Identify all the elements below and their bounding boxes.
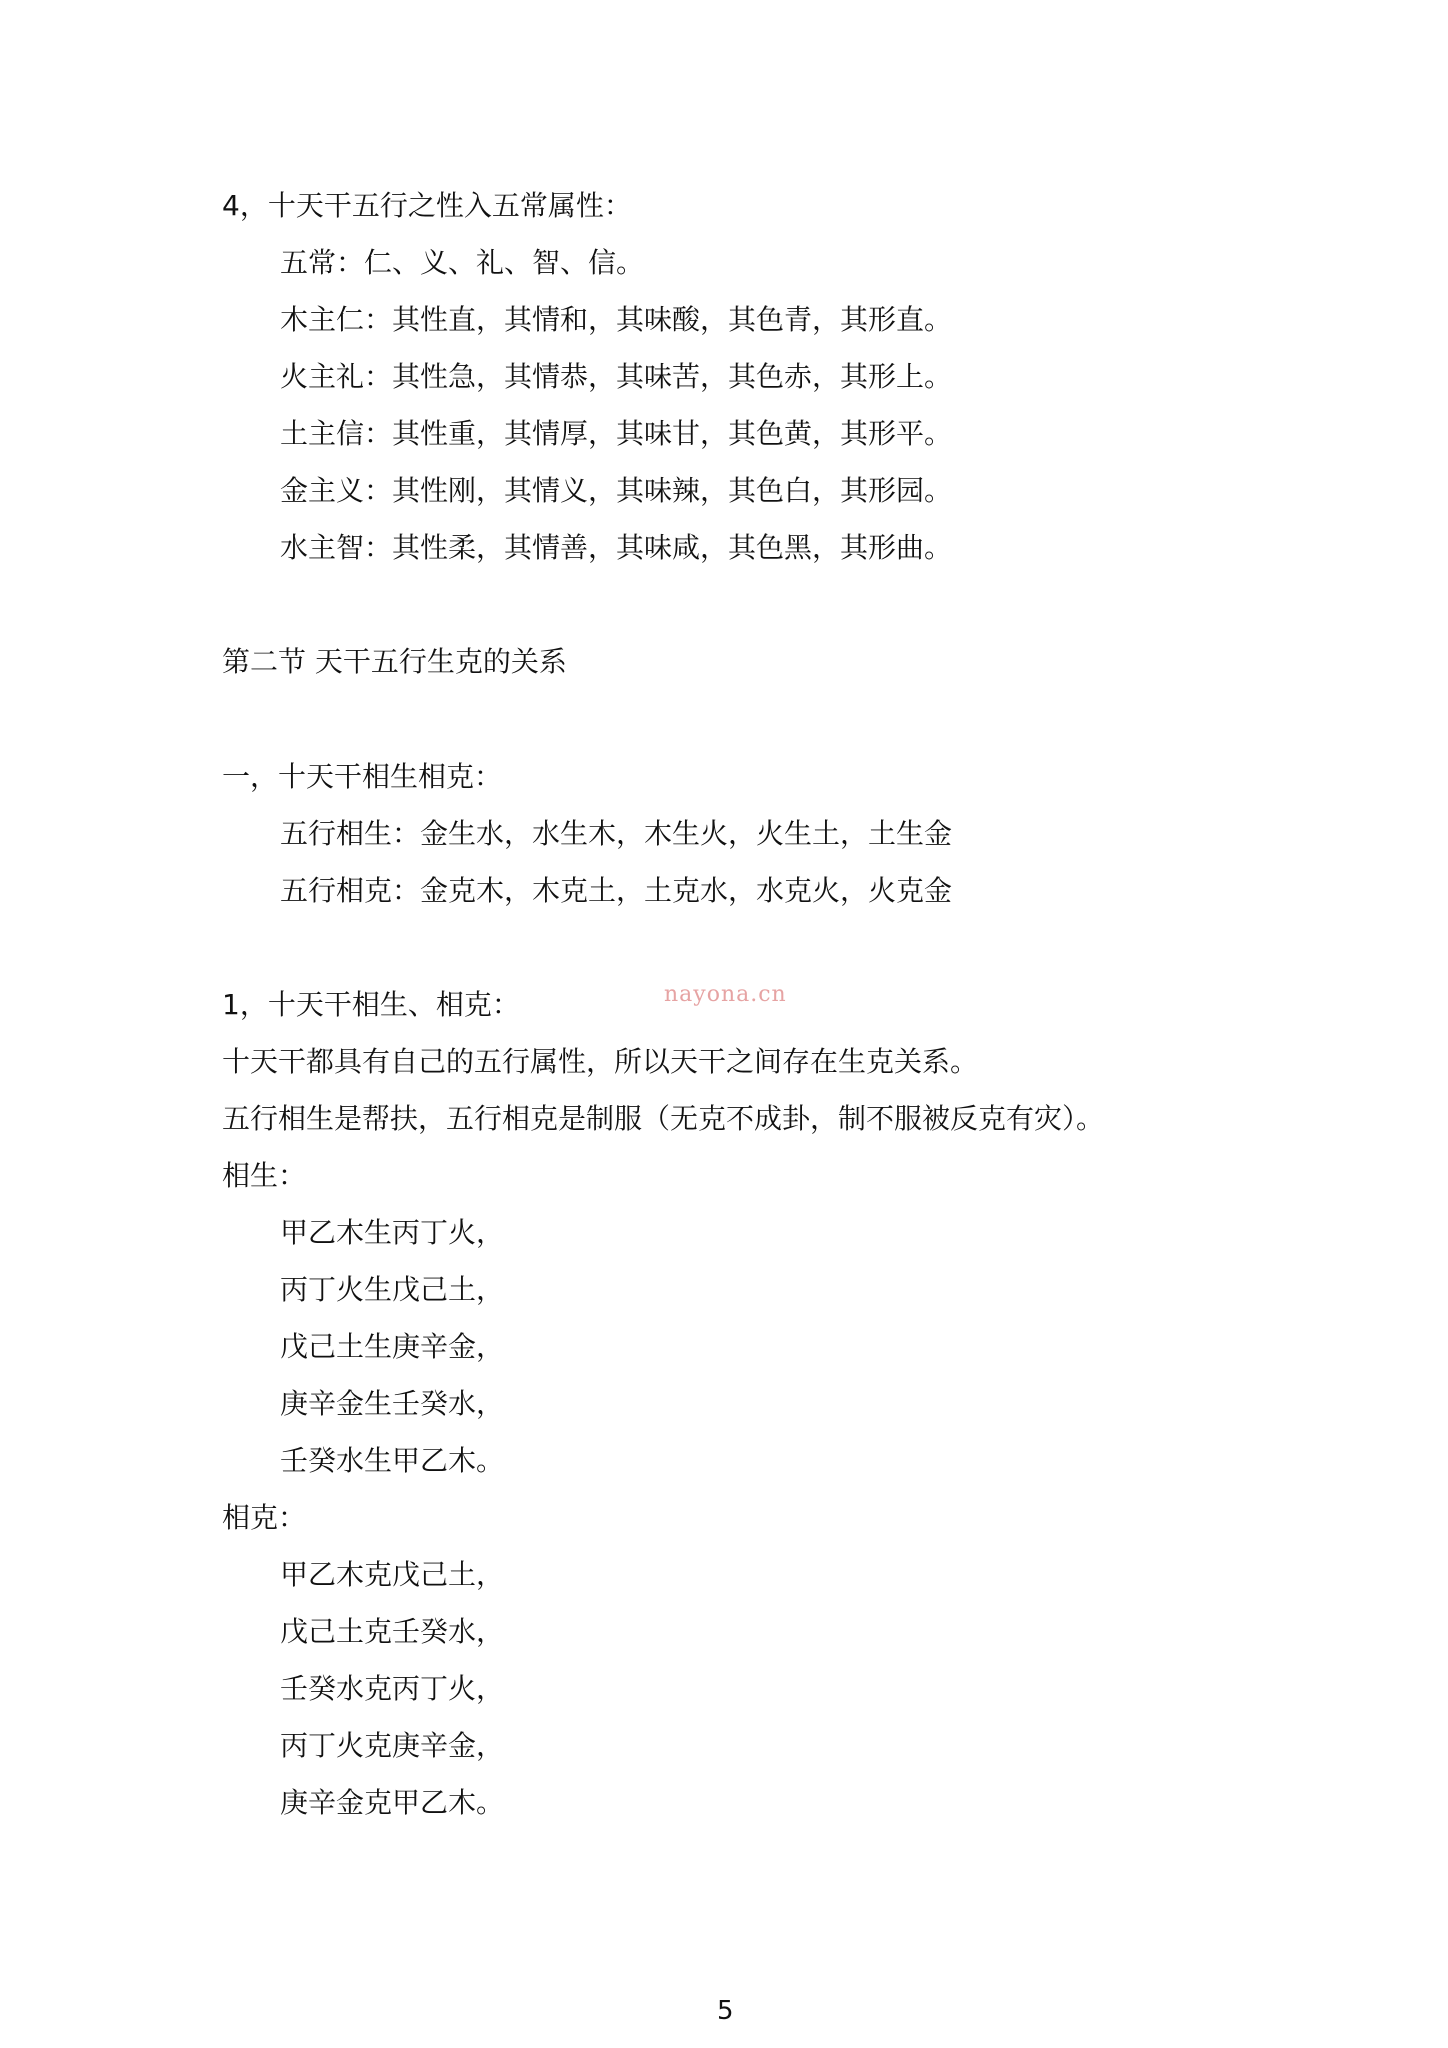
sheng-item: 庚辛金生壬癸水， [280,1387,505,1420]
ke-item: 戊己土克壬癸水， [280,1615,505,1648]
ke-item: 壬癸水克丙丁火， [280,1672,505,1705]
water-line: 水主智：其性柔，其情善，其味咸，其色黑，其形曲。 [280,531,953,564]
ke-item: 甲乙木克戊己土， [280,1558,505,1591]
intro-line: 五行相生是帮扶，五行相克是制服（无克不成卦，制不服被反克有灾）。 [222,1102,1105,1135]
part-one-title: 一，十天干相生相克： [222,760,503,793]
intro-line: 十天干都具有自己的五行属性，所以天干之间存在生克关系。 [222,1045,979,1078]
section-two-heading: 第二节 天干五行生克的关系 [222,645,567,678]
control-cycle-line: 五行相克：金克木，木克土，土克水，水克火，火克金 [280,874,953,907]
subsection-1-title: 1，十天干相生、相克： [222,988,520,1021]
generation-cycle-line: 五行相生：金生水，水生木，木生火，火生土，土生金 [280,817,953,850]
ke-label: 相克： [222,1501,307,1534]
wuchang-line: 五常：仁、义、礼、智、信。 [280,246,645,279]
earth-line: 土主信：其性重，其情厚，其味甘，其色黄，其形平。 [280,417,953,450]
ke-item: 丙丁火克庚辛金， [280,1729,505,1762]
sheng-label: 相生： [222,1159,307,1192]
section-4-title: 4，十天干五行之性入五常属性： [222,189,632,222]
sheng-item: 甲乙木生丙丁火， [280,1216,505,1249]
ke-item: 庚辛金克甲乙木。 [280,1786,505,1819]
watermark: nayona.cn [664,982,787,1007]
sheng-item: 丙丁火生戊己土， [280,1273,505,1306]
page-number: 5 [717,1996,734,2026]
sheng-item: 壬癸水生甲乙木。 [280,1444,505,1477]
fire-line: 火主礼：其性急，其情恭，其味苦，其色赤，其形上。 [280,360,953,393]
sheng-item: 戊己土生庚辛金， [280,1330,505,1363]
wood-line: 木主仁：其性直，其情和，其味酸，其色青，其形直。 [280,303,953,336]
metal-line: 金主义：其性刚，其情义，其味辣，其色白，其形园。 [280,474,953,507]
